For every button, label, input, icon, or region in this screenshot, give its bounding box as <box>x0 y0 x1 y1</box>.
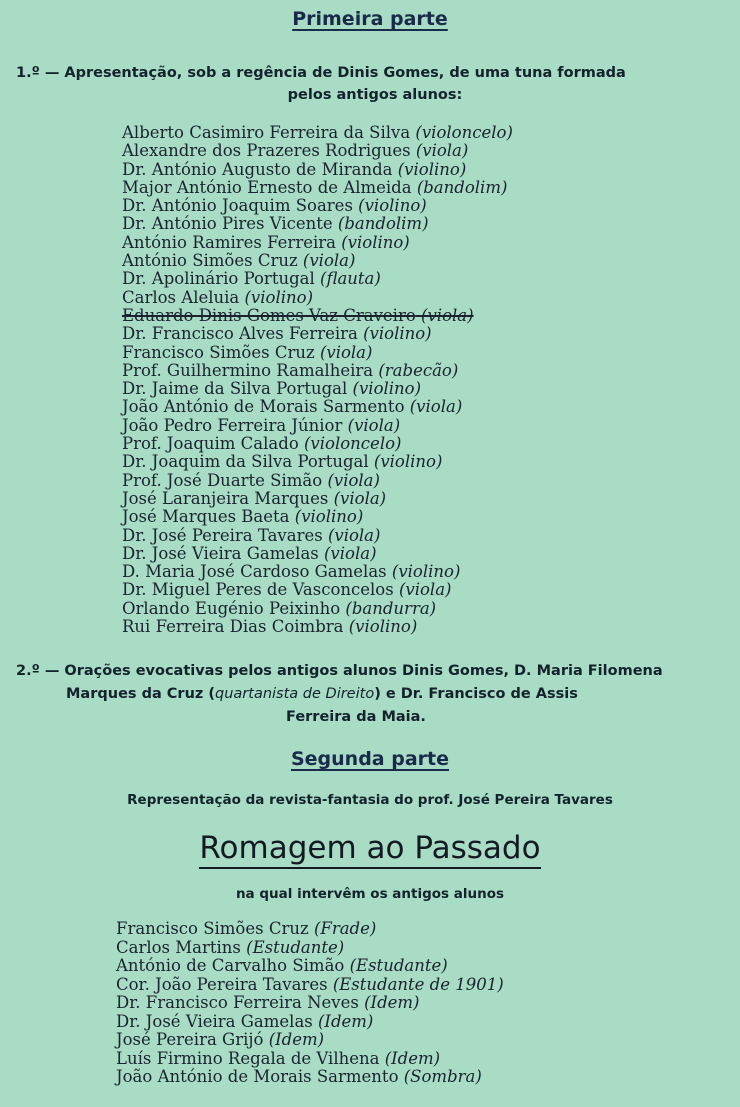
list-item <box>122 179 513 197</box>
member-role: (violino) <box>363 324 432 344</box>
list-item <box>116 920 504 939</box>
list-item <box>122 398 513 416</box>
list-item <box>122 545 513 563</box>
member-role: (violino) <box>358 196 427 216</box>
cast-name: Dr. Francisco Ferreira Neves <box>116 993 359 1012</box>
item2-orations <box>16 660 736 729</box>
cast-role: (Estudante) <box>246 937 345 957</box>
member-name: Alberto Casimiro Ferreira da Silva <box>122 123 411 142</box>
part1-heading <box>0 8 740 30</box>
representation-line: Representação da revista-fantasia do prof. José Pereira Tavares <box>127 792 613 808</box>
cast-name: José Pereira Grijó <box>116 1030 264 1049</box>
item2-line1: 2.º — Orações evocativas pelos antigos alunos Dinis Gomes, D. Maria Filomena <box>16 663 663 679</box>
list-item <box>116 957 504 976</box>
cast-role: (Estudante) <box>349 956 448 975</box>
member-name: Dr. Miguel Peres de Vasconcelos <box>122 580 394 600</box>
list-item <box>122 472 513 490</box>
cast-name: António de Carvalho Simão <box>116 956 345 975</box>
cast-role: (Idem) <box>384 1048 441 1068</box>
member-name: João Pedro Ferreira Júnior <box>122 415 343 435</box>
member-role: (viola) <box>324 543 377 563</box>
list-item <box>122 435 513 453</box>
cast-role: (Idem) <box>364 993 420 1012</box>
list-item <box>122 563 513 581</box>
list-item <box>122 508 513 526</box>
list-item <box>116 976 504 995</box>
revue-title <box>0 830 740 866</box>
member-role: (viola) <box>302 251 356 271</box>
cast-list <box>116 920 504 1087</box>
list-item <box>122 453 513 471</box>
member-role: (viola) <box>327 525 381 545</box>
member-role: (violoncelo) <box>304 434 402 454</box>
cast-name: João António de Morais Sarmento <box>116 1067 399 1086</box>
list-item <box>122 215 513 233</box>
member-name: João António de Morais Sarmento <box>122 397 405 417</box>
item2-line2-end: ) e Dr. Francisco de Assis <box>374 686 578 702</box>
tuna-members-list <box>122 124 513 636</box>
cast-subtitle: na qual intervêm os antigos alunos <box>235 886 505 902</box>
member-role: (viola) <box>415 141 469 161</box>
member-role: (violino) <box>352 379 422 399</box>
list-item <box>122 289 513 307</box>
list-item <box>116 1031 504 1050</box>
item2-line3: Ferreira da Maia. <box>286 709 426 725</box>
member-role: (rabecão) <box>378 360 459 380</box>
member-name: Dr. Jaime da Silva Portugal <box>122 379 348 399</box>
item1-line1: 1.º — Apresentação, sob a regência de Dinis Gomes, de uma tuna formada <box>16 65 626 81</box>
list-item <box>122 124 513 142</box>
cast-name: Carlos Martins <box>116 937 241 957</box>
list-item-struck <box>122 307 513 325</box>
list-item <box>122 161 513 179</box>
member-role: (violino) <box>397 159 467 179</box>
list-item <box>122 197 513 215</box>
cast-name: Cor. João Pereira Tavares <box>116 974 328 994</box>
item1-line2: pelos antigos alunos: <box>287 87 463 103</box>
member-role: (bandolim) <box>337 214 429 234</box>
member-name: Dr. Joaquim da Silva Portugal <box>122 452 369 472</box>
cast-name: Luís Firmino Regala de Vilhena <box>116 1048 380 1068</box>
list-item <box>122 325 513 343</box>
cast-role: (Sombra) <box>403 1067 482 1086</box>
member-name: Prof. Guilhermino Ramalheira <box>122 360 374 380</box>
member-name: Major António Ernesto de Almeida <box>122 177 412 197</box>
list-item <box>122 600 513 618</box>
list-item <box>122 252 513 270</box>
member-role: (viola) <box>319 342 373 362</box>
member-role: (bandolim) <box>416 177 508 197</box>
member-name: Rui Ferreira Dias Coimbra <box>122 617 344 637</box>
member-name: Prof. Joaquim Calado <box>122 434 299 454</box>
part2-heading <box>0 748 740 770</box>
cast-role: (Idem) <box>268 1030 325 1049</box>
member-role: (violino) <box>244 287 314 307</box>
list-item <box>122 362 513 380</box>
member-name: Dr. António Pires Vicente <box>122 214 333 234</box>
member-name: D. Maria José Cardoso Gamelas <box>122 562 387 582</box>
revue-title-text: Romagem ao Passado <box>199 830 540 869</box>
member-role: (violino) <box>341 232 410 252</box>
member-role: (viola) <box>333 488 387 508</box>
member-name: Prof. José Duarte Simão <box>122 470 323 490</box>
item1-intro <box>16 62 734 106</box>
member-name: Dr. Apolinário Portugal <box>122 269 315 289</box>
member-role: (viola) <box>327 470 380 490</box>
member-role: (bandurra) <box>345 598 437 618</box>
member-role: (violoncelo) <box>415 123 513 142</box>
item2-line2 <box>16 683 736 706</box>
member-name: Dr. António Joaquim Soares <box>122 196 353 216</box>
member-name: José Laranjeira Marques <box>122 488 329 508</box>
list-item <box>122 344 513 362</box>
member-name: Dr. Francisco Alves Ferreira <box>122 324 358 344</box>
member-name: Dr. José Pereira Tavares <box>122 525 323 545</box>
member-role: (violino) <box>294 507 364 527</box>
cast-role: (Frade) <box>313 919 377 938</box>
cast-role: (Estudante de 1901) <box>332 974 504 994</box>
member-name: Eduardo Dinis Gomes Vaz Craveiro <box>122 305 416 325</box>
member-role: (violino) <box>373 452 443 472</box>
member-role: (viola) <box>398 580 452 600</box>
list-item <box>122 527 513 545</box>
member-name: António Ramires Ferreira <box>122 232 336 252</box>
member-name: Dr. José Vieira Gamelas <box>122 543 319 563</box>
list-item <box>122 234 513 252</box>
list-item <box>116 939 504 958</box>
member-name: Alexandre dos Prazeres Rodrigues <box>122 141 411 161</box>
member-role: (viola) <box>421 305 474 325</box>
list-item <box>122 417 513 435</box>
part2-heading-text: Segunda parte <box>290 748 450 770</box>
member-name: Carlos Aleluia <box>122 287 240 307</box>
member-role: (viola) <box>347 415 401 435</box>
member-name: José Marques Baeta <box>122 507 290 527</box>
member-role: (viola) <box>409 397 463 417</box>
list-item <box>116 1050 504 1069</box>
cast-name: Dr. José Vieira Gamelas <box>116 1011 313 1031</box>
list-item <box>116 1013 504 1032</box>
item2-line2-start: Marques da Cruz ( <box>66 686 216 702</box>
list-item <box>116 1068 504 1087</box>
member-role: (flauta) <box>320 269 381 289</box>
list-item <box>122 270 513 288</box>
list-item <box>122 380 513 398</box>
member-role: (violino) <box>391 562 461 582</box>
member-name: Orlando Eugénio Peixinho <box>122 598 341 618</box>
list-item <box>122 618 513 636</box>
item2-line2-italic: quartanista de Direito <box>215 686 375 702</box>
list-item <box>122 142 513 160</box>
member-name: Francisco Simões Cruz <box>122 342 315 362</box>
list-item <box>116 994 504 1013</box>
list-item <box>122 490 513 508</box>
list-item <box>122 581 513 599</box>
member-name: Dr. António Augusto de Miranda <box>122 159 393 179</box>
member-name: António Simões Cruz <box>122 251 298 271</box>
part1-heading-text: Primeira parte <box>292 8 448 30</box>
cast-role: (Idem) <box>318 1011 374 1031</box>
cast-name: Francisco Simões Cruz <box>116 919 309 938</box>
member-role: (violino) <box>348 617 418 637</box>
